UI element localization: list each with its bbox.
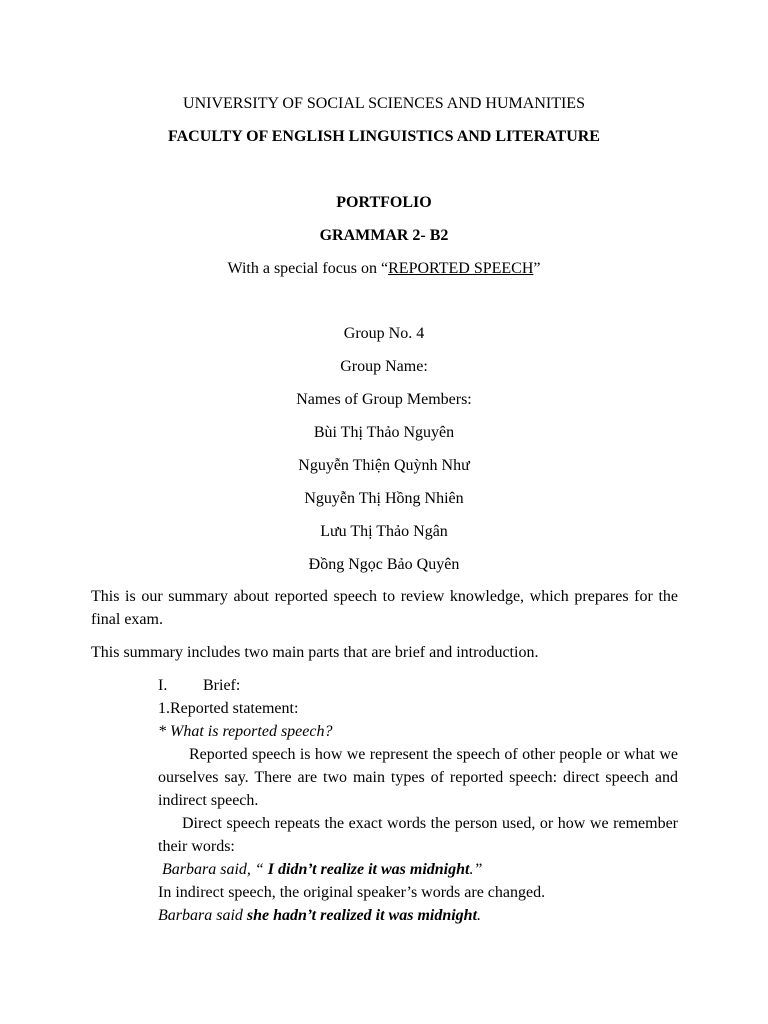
example-prefix: Barbara said, “ (162, 861, 268, 878)
question-line: * What is reported speech? (158, 723, 333, 740)
body-paragraph: Reported speech is how we represent the speech of other people or what we ourselves say. There are two main types of reported speech: direct speech and indirect speech. (158, 746, 678, 809)
example-suffix: .” (469, 861, 483, 878)
example-prefix: Barbara said (158, 907, 247, 924)
group-name-label: Group Name: (340, 358, 428, 375)
group-member: Nguyễn Thị Hồng Nhiên (304, 490, 464, 507)
section-heading-text: Brief: (203, 677, 241, 694)
section-numeral: I. (158, 677, 168, 694)
group-member: Đồng Ngọc Bảo Quyên (308, 556, 460, 573)
example-indirect (158, 904, 678, 927)
group-member: Nguyễn Thiện Quỳnh Như (298, 457, 470, 474)
example-reported: she hadn’t realized it was midnight (246, 907, 478, 924)
focus-line (0, 259, 768, 279)
intro-paragraph: This is our summary about reported speech to review knowledge, which prepares for the final exam. (91, 588, 678, 628)
body-paragraph: In indirect speech, the original speaker’s words are changed. (158, 884, 546, 901)
university-name: UNIVERSITY OF SOCIAL SCIENCES AND HUMANITIES (183, 95, 585, 112)
focus-topic: REPORTED SPEECH (388, 260, 534, 277)
course-title: GRAMMAR 2- B2 (319, 227, 449, 244)
subsection-heading: 1.Reported statement: (158, 700, 299, 717)
group-members-label: Names of Group Members: (296, 391, 472, 408)
section-heading (158, 674, 678, 697)
portfolio-title: PORTFOLIO (336, 194, 432, 211)
intro-paragraph: This summary includes two main parts that are brief and introduction. (91, 644, 539, 661)
focus-suffix: ” (533, 260, 541, 277)
example-suffix: . (477, 907, 482, 924)
group-number: Group No. 4 (343, 325, 425, 342)
body-paragraph: Direct speech repeats the exact words the person used, or how we remember their words: (158, 815, 678, 855)
example-direct (158, 858, 678, 881)
focus-prefix: With a special focus on “ (227, 260, 389, 277)
group-member: Lưu Thị Thảo Ngân (320, 523, 448, 540)
brief-section (158, 674, 678, 927)
group-member: Bùi Thị Thảo Nguyên (313, 424, 455, 441)
example-quote: I didn’t realize it was midnight (267, 861, 470, 878)
faculty-name: FACULTY OF ENGLISH LINGUISTICS AND LITERATURE (168, 128, 600, 145)
